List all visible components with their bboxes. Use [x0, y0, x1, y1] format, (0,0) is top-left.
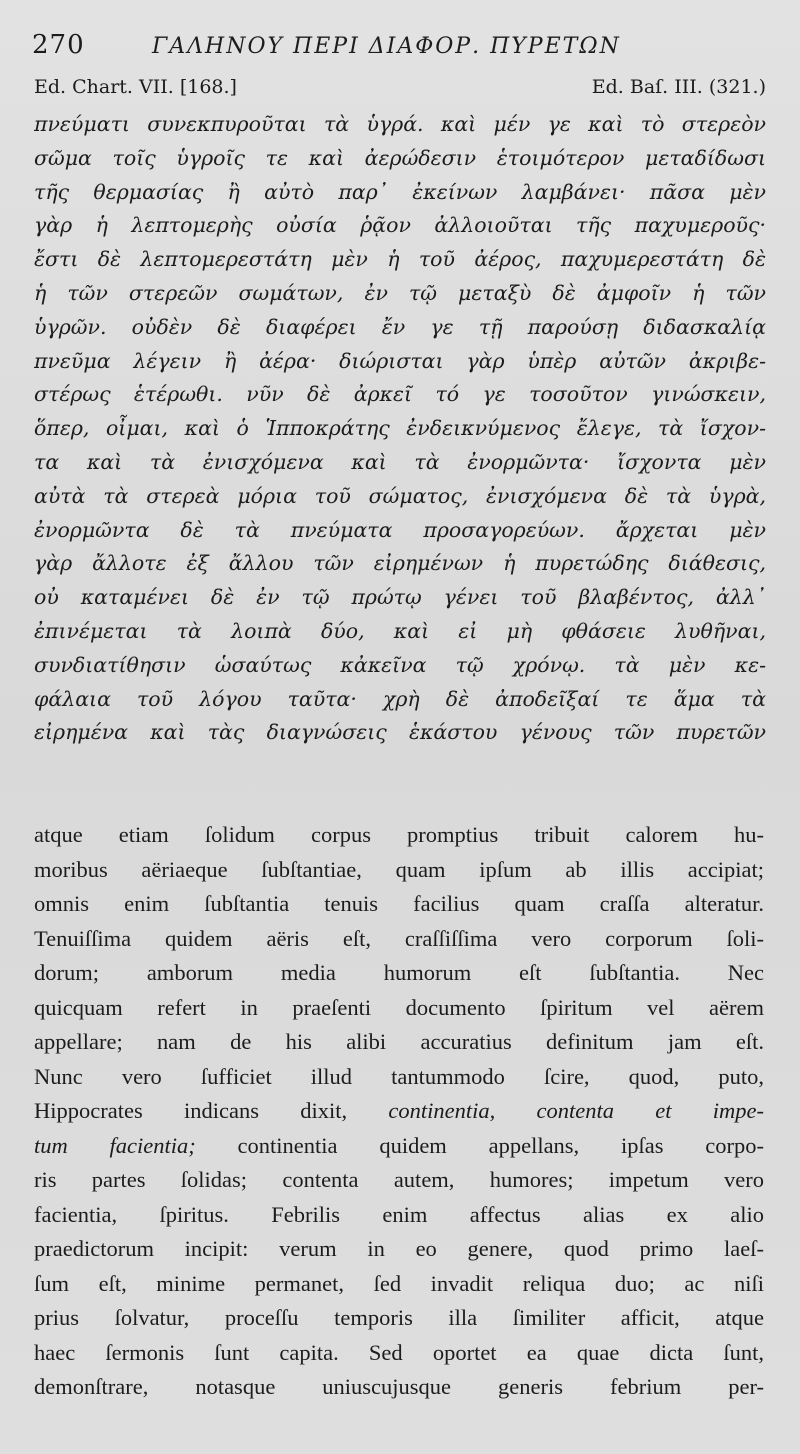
latin-text-line: omnis enim ſubſtantia tenuis facilius quam craſſa alteratur. [34, 891, 764, 916]
running-title: ΓΑΛΗΝΟΥ ΠΕΡΙ ΔΙΑΦΟΡ. ΠΥΡΕΤΩΝ [152, 34, 621, 59]
latin-text-line: praedictorum incipit: verum in eo genere, quod primo laeſ- [34, 1236, 764, 1261]
edition-chartier: Ed. Chart. VII. [168.] [34, 76, 237, 98]
latin-text-line: facientia, ſpiritus. Febrilis enim affectus alias ex alio [34, 1201, 764, 1227]
latin-text-line: ris partes ſolidas; contenta autem, humores; impetum vero [34, 1167, 764, 1192]
page-header [32, 26, 760, 62]
greek-text-line: ἡ τῶν στερεῶν σωμάτων, ἐν τῷ μεταξὺ δὲ ἀμφοῖν ἡ τῶν [34, 280, 766, 305]
latin-text-line [34, 1129, 764, 1164]
greek-text-line: εἰρημένα καὶ τὰς διαγνώσεις ἑκάστου γένους τῶν πυρετῶν [34, 720, 766, 745]
greek-text-line: σῶμα τοῖς ὑγροῖς τε καὶ ἀερώδεσιν ἑτοιμότερον μεταδίδωσι [34, 145, 766, 170]
latin-text-line: demonſtrare, notasque uniuscujusque generis febrium per- [34, 1374, 764, 1399]
latin-text-line: atque etiam ſolidum corpus promptius tribuit calorem hu- [34, 822, 764, 847]
latin-text-block [34, 818, 764, 1405]
greek-text-line: ὑγρῶν. οὐδὲν δὲ διαφέρει ἔν γε τῇ παρούσῃ διδασκαλίᾳ [34, 314, 766, 339]
latin-italic-quotation: continentia, contenta et impe- [388, 1098, 764, 1123]
latin-italic-quotation: tum facientia; [34, 1132, 196, 1158]
edition-basel: Ed. Baſ. III. (321.) [591, 76, 766, 98]
latin-text-line: haec ſermonis ſunt capita. Sed oportet ea quae dicta ſunt, [34, 1339, 764, 1365]
greek-text-line: ἐνορμῶντα δὲ τὰ πνεύματα προσαγορεύων. ἄρχεται μὲν [34, 517, 766, 542]
greek-text-line: στέρως ἑτέρωθι. νῦν δὲ ἀρκεῖ τό γε τοσοῦτον γινώσκειν, [34, 382, 766, 407]
greek-text-line: ἐπινέμεται τὰ λοιπὰ δύο, καὶ εἰ μὴ φθάσειε λυθῆναι, [34, 618, 766, 643]
latin-text-line [34, 1094, 764, 1129]
latin-text-line: appellare; nam de his alibi accuratius definitum jam eſt. [34, 1029, 764, 1054]
greek-text-line: πνεύματι συνεκπυροῦται τὰ ὑγρά. καὶ μέν γε καὶ τὸ στερεὸν [34, 112, 766, 136]
latin-text-segment: continentia quidem appellans, ipſas corpo- [195, 1132, 764, 1158]
latin-text-line: Tenuiſſima quidem aëris eſt, craſſiſſima vero corporum ſoli- [34, 925, 764, 951]
greek-text-line: γὰρ ἄλλοτε ἐξ ἄλλου τῶν εἰρημένων ἡ πυρετώδης διάθεσις, [34, 551, 766, 576]
latin-text-segment: Hippocrates indicans dixit, [34, 1098, 389, 1123]
greek-text-line: φάλαια τοῦ λόγου ταῦτα· χρὴ δὲ ἀποδεῖξαί τε ἅμα τὰ [34, 686, 766, 711]
greek-text-line: πνεῦμα λέγειν ἢ ἀέρα· διώρισται γὰρ ὑπὲρ αὐτῶν ἀκριβε- [34, 348, 766, 373]
page-number: 270 [32, 30, 85, 60]
latin-text-line: quicquam refert in praeſenti documento ſpiritum vel aërem [34, 994, 764, 1020]
latin-text-line: dorum; amborum media humorum eſt ſubſtantia. Nec [34, 960, 764, 985]
latin-text-line: ſum eſt, minime permanet, ſed invadit reliqua duo; ac niſi [34, 1270, 764, 1296]
latin-text-line: Nunc vero ſufficiet illud tantummodo ſcire, quod, puto, [34, 1063, 764, 1089]
latin-text-line: moribus aëriaeque ſubſtantiae, quam ipſum ab illis accipiat; [34, 856, 764, 882]
greek-text-line: αὐτὰ τὰ στερεὰ μόρια τοῦ σώματος, ἐνισχόμενα δὲ τὰ ὑγρὰ, [34, 483, 766, 508]
greek-text-line: οὐ καταμένει δὲ ἐν τῷ πρώτῳ γένει τοῦ βλαβέντος, ἀλλ᾽ [34, 585, 766, 610]
latin-text-line: prius ſolvatur, proceſſu temporis illa ſimiliter afficit, atque [34, 1305, 764, 1330]
greek-text-line: συνδιατίθησιν ὡσαύτως κἀκεῖνα τῷ χρόνῳ. τὰ μὲν κε- [34, 652, 766, 677]
greek-text-line: ἔστι δὲ λεπτομερεστάτη μὲν ἡ τοῦ ἀέρος, παχυμερεστάτη δὲ [34, 247, 766, 272]
greek-text-line: γὰρ ἡ λεπτομερὴς οὐσία ῥᾷον ἀλλοιοῦται τῆς παχυμεροῦς· [34, 213, 766, 238]
greek-text-line: τα καὶ τὰ ἐνισχόμενα καὶ τὰ ἐνορμῶντα· ἴσχοντα μὲν [34, 449, 766, 474]
edition-references [34, 76, 766, 104]
greek-text-line: ὅπερ, οἶμαι, καὶ ὁ Ἱπποκράτης ἐνδεικνύμενος ἔλεγε, τὰ ἴσχον- [34, 416, 766, 441]
greek-text-block [34, 108, 766, 750]
greek-text-line: τῆς θερμασίας ἢ αὐτὸ παρ᾽ ἐκείνων λαμβάνει· πᾶσα μὲν [34, 179, 766, 204]
